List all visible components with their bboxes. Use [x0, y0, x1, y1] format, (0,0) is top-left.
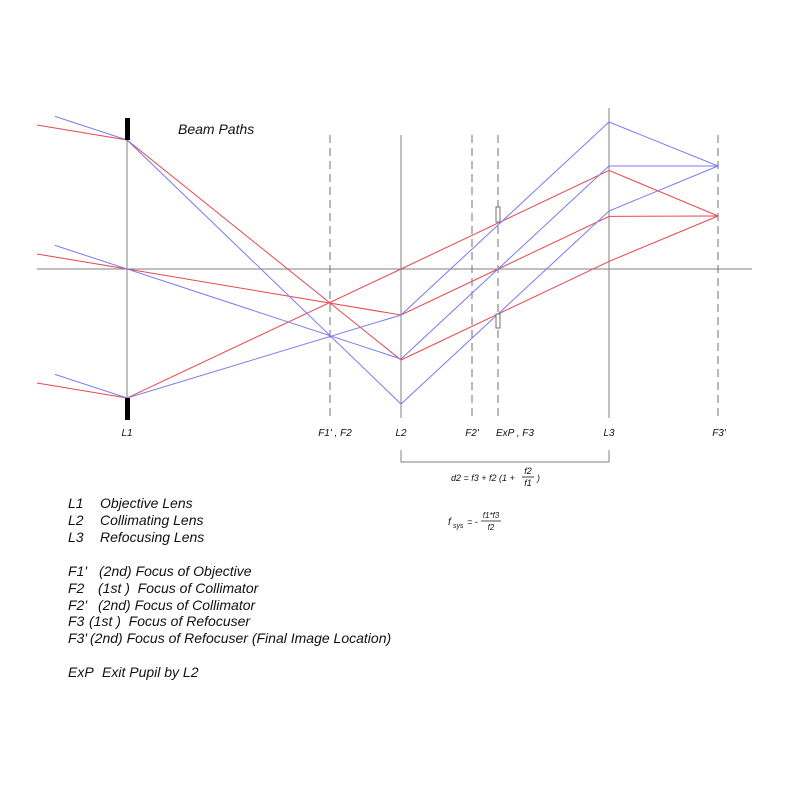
legend-desc: Objective Lens [100, 495, 193, 511]
legend-abbr: F2 [68, 580, 85, 596]
legend-abbr: ExP [68, 664, 94, 680]
legend-abbr: L1 [68, 495, 84, 511]
legend-desc: Exit Pupil by L2 [102, 664, 199, 680]
formula-fsys-operator: = - [467, 517, 478, 527]
formula-d2-numerator: f2 [524, 466, 532, 476]
formula-fsys-numerator: f1*f3 [482, 511, 500, 520]
label-exp-f3: ExP , F3 [496, 428, 534, 439]
label-l1: L1 [121, 428, 133, 439]
legend-abbr: F1' [68, 563, 88, 579]
legend-desc: (2nd) Focus of Refocuser (Final Image Location) [90, 630, 392, 646]
formula-d2-lhs: d2 = f3 + f2 (1 + [451, 473, 515, 483]
legend-abbr: L2 [68, 512, 84, 528]
legend-desc: (1st ) Focus of Collimator [98, 580, 259, 596]
exit-pupil-upper-marker [496, 207, 500, 222]
label-f3p: F3' [712, 428, 726, 439]
lens-l1-top-stop [125, 118, 130, 140]
label-l2: L2 [395, 428, 407, 439]
formula-fsys-denominator: f2 [487, 523, 495, 532]
legend-abbr: F3' [68, 630, 88, 646]
diagram-title: Beam Paths [178, 121, 255, 137]
formula-fsys-subscript: sys [453, 523, 464, 530]
label-f2p: F2' [465, 428, 479, 439]
legend-abbr: L3 [68, 529, 84, 545]
formula-d2-denominator: f1 [524, 478, 532, 488]
legend-desc: (1st ) Focus of Refocuser [89, 613, 251, 629]
label-l3: L3 [603, 428, 615, 439]
label-f1p-f2: F1' , F2 [318, 428, 352, 439]
legend-desc: (2nd) Focus of Objective [99, 563, 252, 579]
exit-pupil-lower-marker [496, 314, 500, 328]
legend-desc: Refocusing Lens [100, 529, 205, 545]
legend-abbr: F3 [68, 613, 85, 629]
formula-d2-close: ) [537, 473, 540, 483]
legend-desc: (2nd) Focus of Collimator [98, 597, 256, 613]
legend-desc: Collimating Lens [100, 512, 204, 528]
formula-fsys-symbol: f [448, 517, 451, 528]
legend-abbr: F2' [68, 597, 88, 613]
lens-l1-bottom-stop [125, 398, 130, 420]
